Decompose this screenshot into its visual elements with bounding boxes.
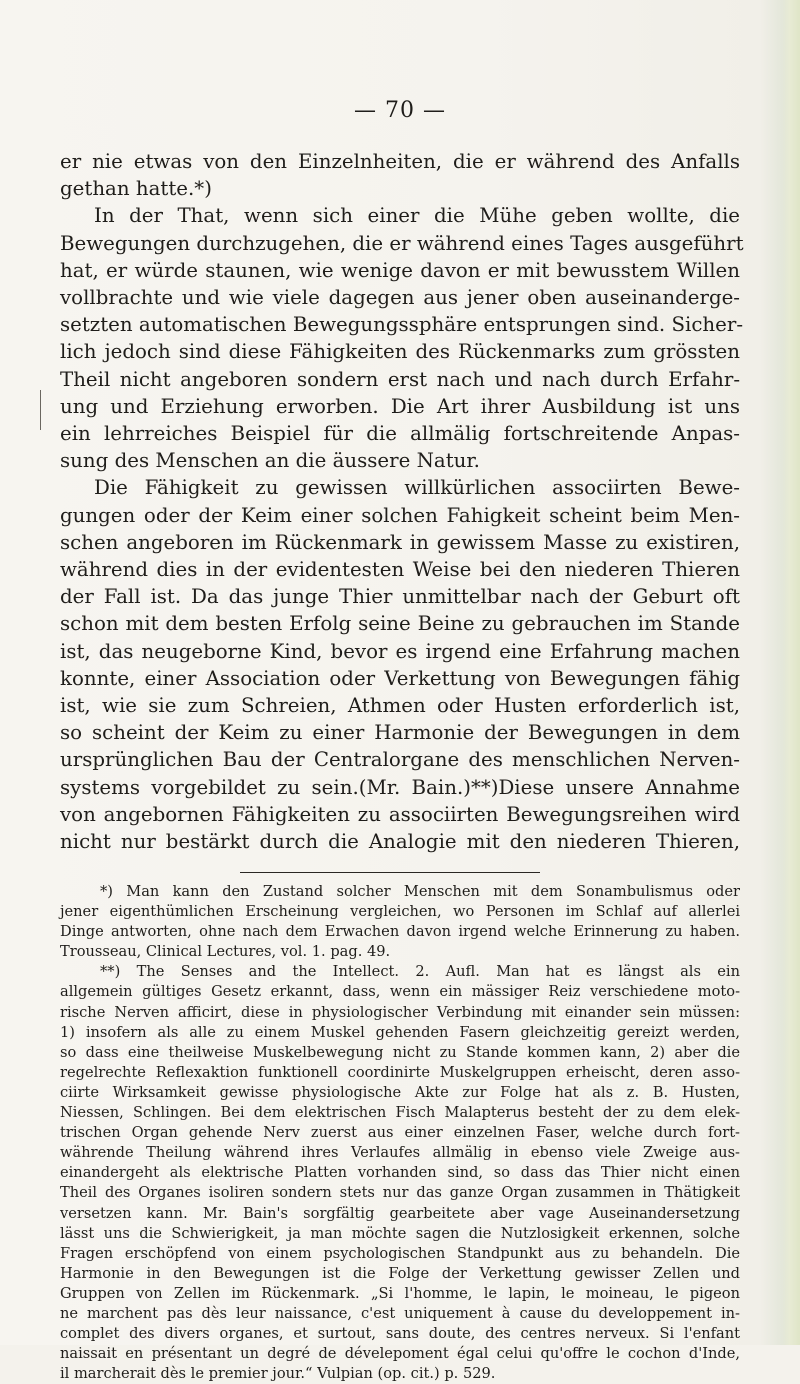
footnote-line: **) The Senses and the Intellect. 2. Aufl. Man hat es längst als ein [100, 963, 740, 981]
footnote-line: *) Man kann den Zustand solcher Menschen mit dem Sonambulismus oder [100, 883, 740, 900]
footnote-line: ne marchent pas dès leur naissance, c'est uniquement à cause du developpement in- [60, 1304, 740, 1322]
footnote-line: naissait en présentant un degré de dévelepoment égal celui qu'offre le cochon d'Inde, [60, 1345, 740, 1363]
footnote-line: so dass eine theilweise Muskelbewegung nicht zu Stande kommen kann, 2) aber die [60, 1043, 740, 1061]
body-text-line: gungen oder der Keim einer solchen Fahigkeit scheint beim Men- [60, 503, 740, 527]
footnote-line: lässt uns die Schwierigkeit, ja man möchte sagen die Nutzlosigkeit erkennen, solche [60, 1224, 740, 1242]
footnote-line: jener eigenthümlichen Erscheinung vergleichen, wo Personen im Schlaf auf allerlei [60, 903, 740, 921]
body-text-line: Bewegungen durchzugehen, die er während eines Tages ausgeführt [60, 231, 744, 255]
body-text-line: lich jedoch sind diese Fähigkeiten des Rückenmarks zum grössten [60, 340, 740, 364]
body-text-line: schen angeboren im Rückenmark in gewissem Masse zu existiren, [60, 530, 740, 554]
footnote-separator [240, 872, 540, 873]
body-text-line: Die Fähigkeit zu gewissen willkürlichen associirten Bewe- [94, 476, 740, 500]
body-text-line: sung des Menschen an die äussere Natur. [60, 449, 480, 473]
body-text-line: von angebornen Fähigkeiten zu associirten Bewegungsreihen wird [60, 802, 740, 826]
footnote-line: Dinge antworten, ohne nach dem Erwachen davon irgend welche Erinnerung zu haben. [60, 923, 740, 941]
main-text-body [60, 148, 744, 855]
body-text-line: ein lehrreiches Beispiel für die allmälig fortschreitende Anpas- [60, 422, 740, 446]
footnote-line: Niessen, Schlingen. Bei dem elektrischen Fisch Malapterus besteht der zu dem elek- [60, 1104, 740, 1122]
page-number: — 70 — [354, 98, 446, 123]
footnote-line: allgemein gültiges Gesetz erkannt, dass, wenn ein mässiger Reiz verschiedene moto- [60, 983, 740, 1001]
footnote-line: ciirte Wirksamkeit gewisse physiologische Akte zur Folge hat als z. B. Husten, [60, 1083, 740, 1101]
footnote-line: rische Nerven afficirt, diese in physiologischer Verbindung mit einander sein müssen: [60, 1003, 740, 1021]
body-text-line: systems vorgebildet zu sein.(Mr. Bain.)**)Diese unsere Annahme [60, 775, 740, 799]
body-text-line: ung und Erziehung erworben. Die Art ihrer Ausbildung ist uns [60, 394, 740, 418]
footnote-line: trischen Organ gehende Nerv zuerst aus einer einzelnen Faser, welche durch fort- [60, 1124, 740, 1142]
page-edge [782, 0, 800, 1345]
body-text-line: nicht nur bestärkt durch die Analogie mit den niederen Thieren, [60, 830, 740, 854]
footnote-line: Trousseau, Clinical Lectures, vol. 1. pag. 49. [60, 943, 391, 961]
body-text-line: setzten automatischen Bewegungssphäre entsprungen sind. Sicher- [60, 313, 744, 337]
body-text-line: der Fall ist. Da das junge Thier unmittelbar nach der Geburt oft [60, 585, 740, 609]
margin-pencil-mark [40, 390, 49, 430]
footnote-line: Fragen erschöpfend von einem psychologischen Standpunkt aus zu behandeln. Die [60, 1244, 740, 1262]
footnote-line: 1) insofern als alle zu einem Muskel gehenden Fasern gleichzeitig gereizt werden, [60, 1023, 740, 1041]
footnote-line: währende Theilung während ihres Verlaufes allmälig in ebenso viele Zweige aus- [60, 1144, 740, 1162]
body-text-line: vollbrachte und wie viele dagegen aus jener oben auseinanderge- [60, 286, 740, 310]
body-text-line: In der That, wenn sich einer die Mühe geben wollte, die [94, 204, 740, 228]
footnote-line: regelrechte Reflexaktion funktionell coordinirte Muskelgruppen erheischt, deren asso- [60, 1063, 740, 1081]
body-text-line: Theil nicht angeboren sondern erst nach und nach durch Erfahr- [60, 367, 740, 391]
footnote-line: complet des divers organes, et surtout, sans doute, des centres nerveux. Si l'enfant [60, 1325, 740, 1343]
body-text-line: ist, wie sie zum Schreien, Athmen oder Husten erforderlich ist, [60, 694, 740, 718]
body-text-line: konnte, einer Association oder Verkettung von Bewegungen fähig [60, 666, 740, 690]
footnote-line: il marcherait dès le premier jour.“ Vulpian (op. cit.) p. 529. [60, 1365, 496, 1383]
body-text-line: gethan hatte.*) [60, 177, 212, 201]
body-text-line: schon mit dem besten Erfolg seine Beine zu gebrauchen im Stande [60, 612, 740, 636]
footnote-line: versetzen kann. Mr. Bain's sorgfältig gearbeitete aber vage Auseinandersetzung [60, 1204, 740, 1222]
body-text-line: ist, das neugeborne Kind, bevor es irgend eine Erfahrung machen [60, 639, 740, 663]
body-text-line: er nie etwas von den Einzelnheiten, die er während des Anfalls [60, 150, 740, 173]
body-text-line: ursprünglichen Bau der Centralorgane des menschlichen Nerven- [60, 748, 740, 772]
footnote-line: Harmonie in den Bewegungen ist die Folge der Verkettung gewisser Zellen und [60, 1264, 740, 1282]
body-text-line: hat, er würde staunen, wie wenige davon er mit bewusstem Willen [60, 258, 740, 282]
footnote-line: Theil des Organes isoliren sondern stets nur das ganze Organ zusammen in Thätigkeit [60, 1184, 740, 1202]
footnote-line: einandergeht als elektrische Platten vorhanden sind, so dass das Thier nicht einen [60, 1164, 740, 1182]
body-text-line: so scheint der Keim zu einer Harmonie der Bewegungen in dem [60, 721, 740, 745]
footnotes [60, 882, 740, 1384]
body-text-line: während dies in der evidentesten Weise bei den niederen Thieren [60, 558, 740, 582]
footnote-line: Gruppen von Zellen im Rückenmark. „Si l'homme, le lapin, le moineau, le pigeon [60, 1284, 740, 1302]
